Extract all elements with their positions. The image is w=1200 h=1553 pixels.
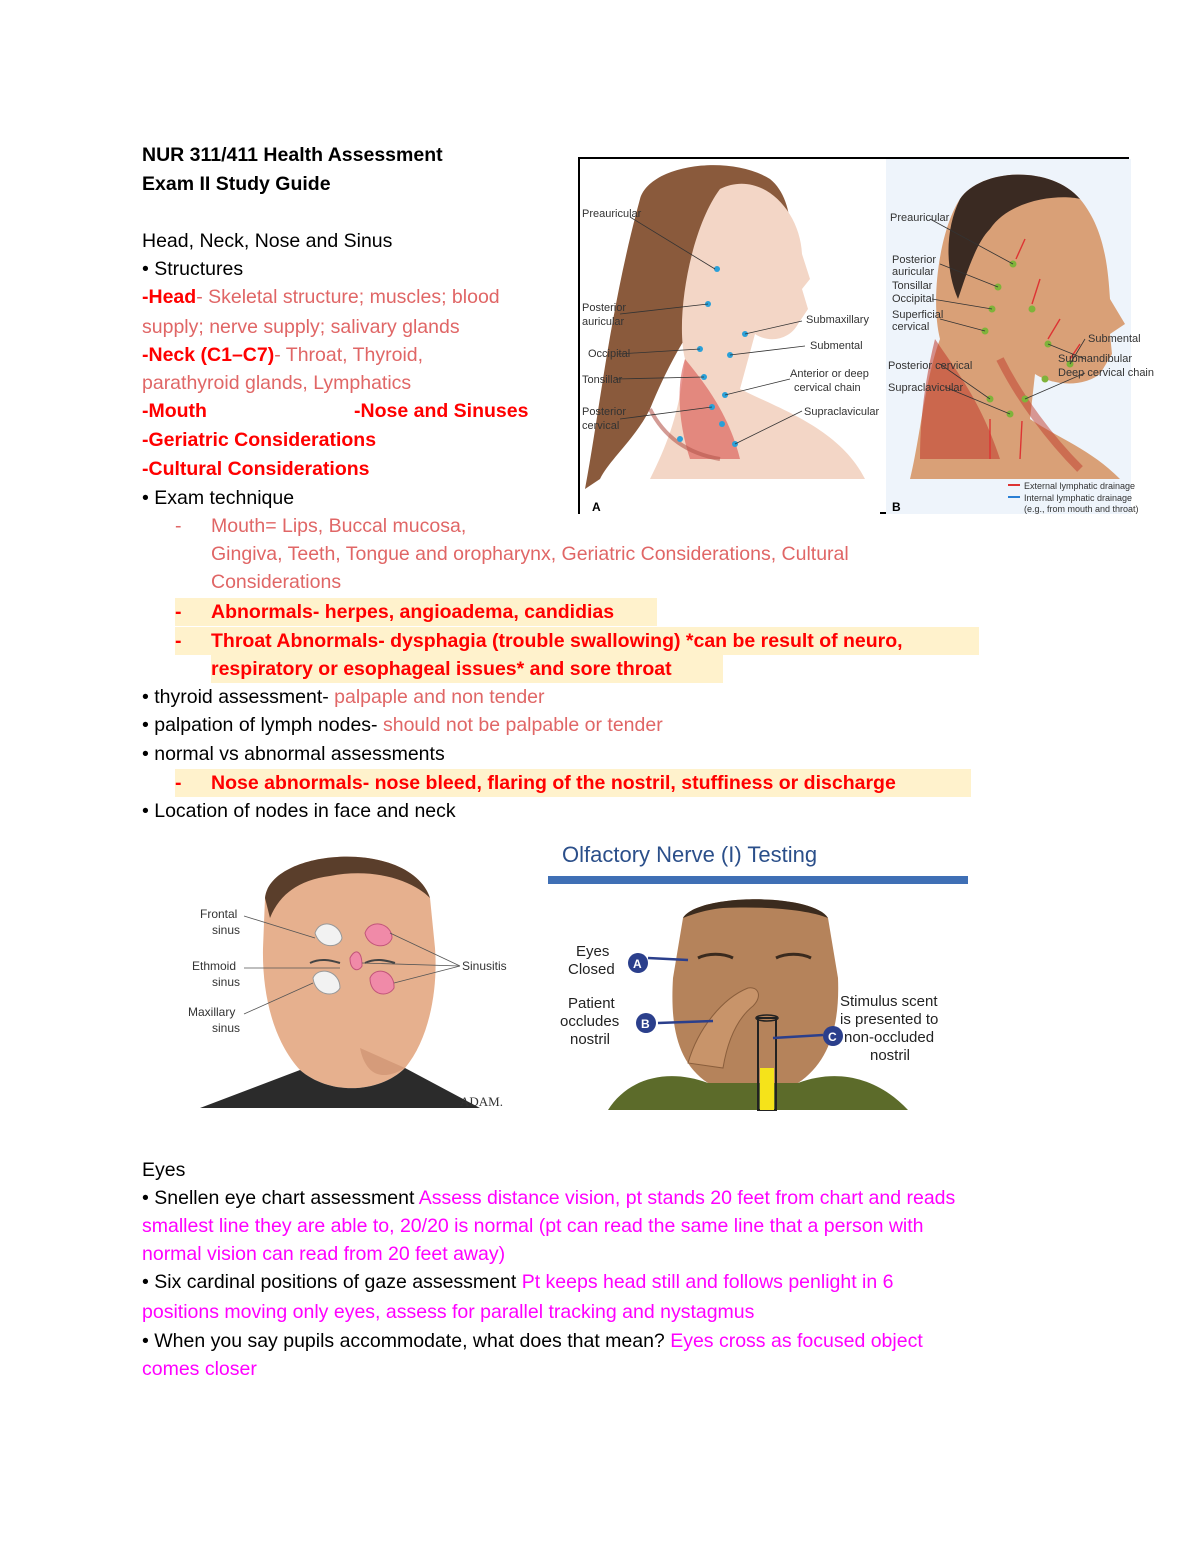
svg-text:Supraclavicular: Supraclavicular xyxy=(804,406,880,418)
head-text-2: supply; nerve supply; salivary glands xyxy=(142,316,460,338)
section-heading-head-neck: Head, Neck, Nose and Sinus xyxy=(142,230,393,252)
svg-text:nostril: nostril xyxy=(870,1047,911,1064)
lymph-node-figure xyxy=(578,157,1154,514)
lymph-text: should not be palpable or tender xyxy=(377,714,663,736)
accommodate-text-2: comes closer xyxy=(142,1358,257,1380)
guide-title: Exam II Study Guide xyxy=(142,173,331,195)
snellen-line-1 xyxy=(142,1184,955,1212)
svg-text:C: C xyxy=(828,1030,837,1044)
svg-text:Supraclavicular: Supraclavicular xyxy=(888,382,964,394)
svg-text:Ethmoid: Ethmoid xyxy=(192,959,237,973)
svg-text:Internal lymphatic drainage: Internal lymphatic drainage xyxy=(1024,493,1133,503)
nose-sinuses-label: -Nose and Sinuses xyxy=(354,400,529,422)
mouth-items-dash: - xyxy=(175,515,182,537)
olfactory-title-rule xyxy=(548,876,968,884)
svg-text:ADAM.: ADAM. xyxy=(460,1094,503,1109)
section-heading-eyes: Eyes xyxy=(142,1159,186,1181)
svg-text:is presented to: is presented to xyxy=(840,1011,939,1028)
lymph-node-illustration xyxy=(580,159,1154,516)
svg-text:sinus: sinus xyxy=(212,923,241,937)
accommodate-line-1 xyxy=(142,1327,923,1355)
abnormals-line: - Abnormals- herpes, angioadema, candidias xyxy=(175,598,657,626)
svg-text:cervical: cervical xyxy=(582,420,620,432)
cultural-label: -Cultural Considerations xyxy=(142,458,370,480)
bullet-exam-technique: • Exam technique xyxy=(142,487,295,509)
svg-text:non-occluded: non-occluded xyxy=(844,1029,935,1046)
svg-text:Submental: Submental xyxy=(810,340,863,352)
svg-text:cervical: cervical xyxy=(892,321,930,333)
svg-text:Posterior cervical: Posterior cervical xyxy=(888,360,973,372)
svg-text:auricular: auricular xyxy=(582,316,625,328)
svg-text:Stimulus scent: Stimulus scent xyxy=(840,993,938,1010)
throat-line-1: - Throat Abnormals- dysphagia (trouble swallowing) *can be result of neuro, xyxy=(175,627,979,655)
snellen-text-3: normal vision can read from 20 feet away) xyxy=(142,1243,506,1265)
sinus-illustration xyxy=(180,838,525,1110)
snellen-text-1: Assess distance vision, pt stands 20 feet from chart and reads xyxy=(418,1187,956,1209)
snellen-text-2: smallest line they are able to, 20/20 is normal (pt can read the same line that a person with xyxy=(142,1215,924,1237)
svg-text:Deep cervical chain: Deep cervical chain xyxy=(1058,367,1154,379)
svg-text:nostril: nostril xyxy=(570,1031,611,1048)
accommodate-label: • When you say pupils accommodate, what does that mean? xyxy=(142,1330,671,1352)
svg-text:Occipital: Occipital xyxy=(588,348,631,360)
svg-text:Tonsillar: Tonsillar xyxy=(582,374,623,386)
mouth-items-2: Gingiva, Teeth, Tongue and oropharynx, Geriatric Considerations, Cultural xyxy=(211,543,849,565)
thyroid-label: • thyroid assessment- xyxy=(142,686,329,708)
svg-text:Occipital: Occipital xyxy=(892,293,935,305)
head-label: -Head xyxy=(142,286,197,308)
svg-text:Patient: Patient xyxy=(568,995,615,1012)
olfactory-illustration xyxy=(548,888,968,1110)
svg-text:cervical chain: cervical chain xyxy=(794,382,861,394)
throat-text-1: Throat Abnormals- dysphagia (trouble swallowing) *can be result of neuro, xyxy=(211,630,903,652)
svg-text:Submaxillary: Submaxillary xyxy=(806,314,869,326)
neck-label: -Neck (C1–C7) xyxy=(142,344,275,366)
nose-abnormals-text: Nose abnormals- nose bleed, flaring of the nostril, stuffiness or discharge xyxy=(211,772,896,794)
cardinal-label: • Six cardinal positions of gaze assessment xyxy=(142,1271,522,1293)
location-nodes: • Location of nodes in face and neck xyxy=(142,800,456,822)
nose-abnormals-line: - Nose abnormals- nose bleed, flaring of the nostril, stuffiness or discharge xyxy=(175,769,971,797)
svg-text:A: A xyxy=(633,957,642,971)
head-text: - Skeletal structure; muscles; blood xyxy=(196,286,500,308)
geriatric-label: -Geriatric Considerations xyxy=(142,429,377,451)
head-line xyxy=(142,283,500,311)
mouth-label: -Mouth xyxy=(142,400,207,422)
course-title: NUR 311/411 Health Assessment xyxy=(142,144,443,166)
olfactory-title: Olfactory Nerve (I) Testing xyxy=(562,842,818,867)
bullet-structures: • Structures xyxy=(142,258,244,280)
svg-text:Sinusitis: Sinusitis xyxy=(462,959,507,973)
neck-line xyxy=(142,341,423,369)
svg-text:auricular: auricular xyxy=(892,266,935,278)
svg-text:Closed: Closed xyxy=(568,961,615,978)
svg-text:Submental: Submental xyxy=(1088,333,1141,345)
mouth-items-3: Considerations xyxy=(211,571,342,593)
svg-text:Superficial: Superficial xyxy=(892,309,944,321)
throat-text-2: respiratory or esophageal issues* and sore throat xyxy=(211,655,723,683)
mouth-items-1: Mouth= Lips, Buccal mucosa, xyxy=(211,515,467,537)
normal-vs-abnormal: • normal vs abnormal assessments xyxy=(142,743,445,765)
svg-text:sinus: sinus xyxy=(212,1021,241,1035)
svg-text:External lymphatic drainage: External lymphatic drainage xyxy=(1024,481,1136,491)
svg-text:occludes: occludes xyxy=(560,1013,620,1030)
lymph-label: • palpation of lymph nodes- xyxy=(142,714,378,736)
panel-b-label: B xyxy=(892,500,901,514)
lymph-line xyxy=(142,711,663,739)
cardinal-line-1 xyxy=(142,1268,894,1296)
neck-text: - Throat, Thyroid, xyxy=(274,344,424,366)
thyroid-line xyxy=(142,683,545,711)
thyroid-text: palpaple and non tender xyxy=(328,686,545,708)
label-preauricular-a: Preauricular xyxy=(582,208,642,220)
cardinal-text-2: positions moving only eyes, assess for parallel tracking and nystagmus xyxy=(142,1301,755,1323)
snellen-label: • Snellen eye chart assessment xyxy=(142,1187,419,1209)
cardinal-text-1: Pt keeps head still and follows penlight in 6 xyxy=(521,1271,894,1293)
svg-text:Posterior: Posterior xyxy=(582,406,627,418)
panel-a-label: A xyxy=(592,500,601,514)
svg-text:Eyes: Eyes xyxy=(576,943,610,960)
svg-text:Submandibular: Submandibular xyxy=(1058,353,1132,365)
svg-text:Maxillary: Maxillary xyxy=(188,1005,236,1019)
svg-text:Preauricular: Preauricular xyxy=(890,212,950,224)
accommodate-text-1: Eyes cross as focused object xyxy=(670,1330,923,1352)
neck-text-2: parathyroid glands, Lymphatics xyxy=(142,372,412,394)
abnormals-text: Abnormals- herpes, angioadema, candidias xyxy=(211,601,615,623)
svg-text:Anterior or deep: Anterior or deep xyxy=(790,368,869,380)
svg-text:Frontal: Frontal xyxy=(200,907,238,921)
svg-text:Posterior: Posterior xyxy=(582,302,627,314)
svg-text:Tonsillar: Tonsillar xyxy=(892,280,933,292)
svg-text:Posterior: Posterior xyxy=(892,254,937,266)
sinus-figure xyxy=(180,838,525,1110)
svg-text:sinus: sinus xyxy=(212,975,241,989)
svg-text:B: B xyxy=(641,1017,650,1031)
olfactory-figure xyxy=(548,838,968,1110)
svg-text:(e.g., from mouth and throat): (e.g., from mouth and throat) xyxy=(1024,504,1139,514)
